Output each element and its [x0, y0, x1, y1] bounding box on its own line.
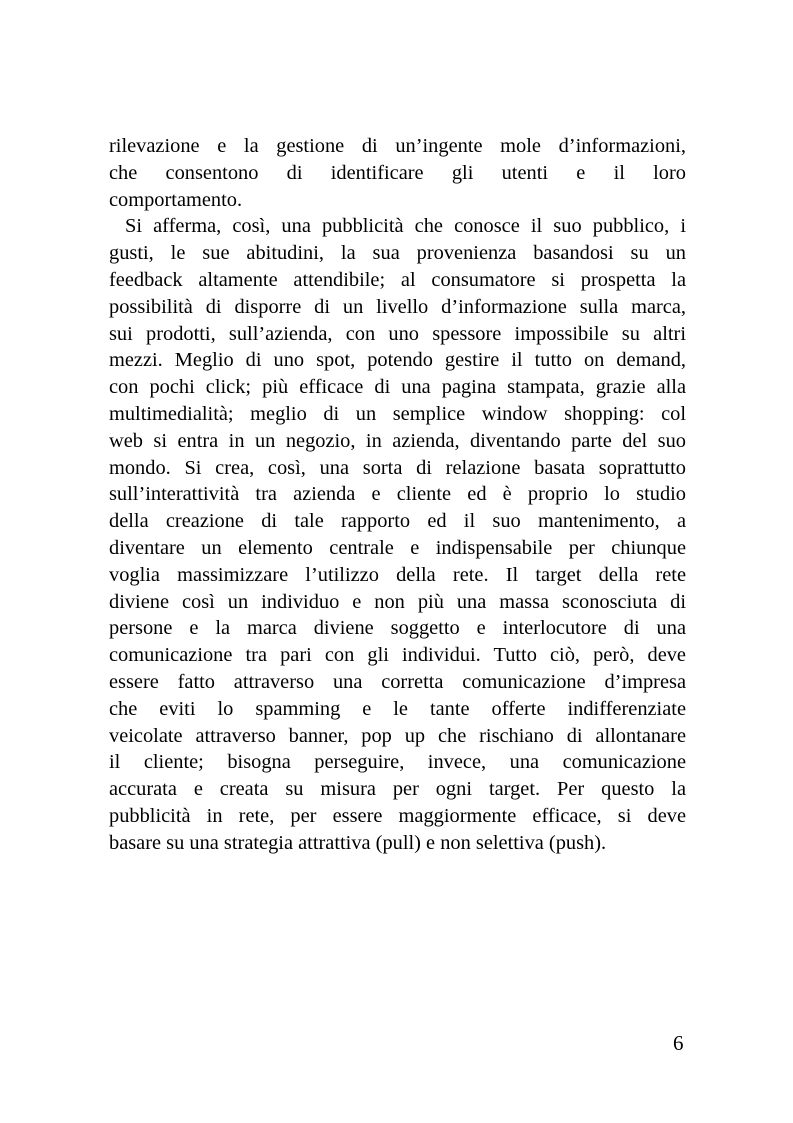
text-line: possibilità di disporre di un livello d’informazione sulla marca, — [109, 295, 686, 318]
text-line: con pochi click; più efficace di una pagina stampata, grazie alla — [109, 376, 686, 399]
text-line: web si entra in un negozio, in azienda, diventando parte del suo — [109, 429, 686, 452]
text-line: che consentono di identificare gli utenti e il loro — [109, 161, 686, 184]
text-line: che eviti lo spamming e le tante offerte indifferenziate — [109, 697, 686, 720]
text-line: comunicazione tra pari con gli individui. Tutto ciò, però, deve — [109, 644, 686, 667]
text-line: sui prodotti, sull’azienda, con uno spessore impossibile su altri — [109, 322, 686, 345]
text-line: essere fatto attraverso una corretta comunicazione d’impresa — [109, 670, 686, 693]
text-line: pubblicità in rete, per essere maggiormente efficace, si deve — [109, 804, 686, 827]
text-line: veicolate attraverso banner, pop up che rischiano di allontanare — [109, 724, 686, 747]
text-line: mezzi. Meglio di uno spot, potendo gestire il tutto on demand, — [109, 349, 686, 372]
text-line: diviene così un individuo e non più una massa sconosciuta di — [109, 590, 686, 613]
text-line: basare su una strategia attrattiva (pull) e non selettiva (push). — [109, 831, 607, 854]
text-line: diventare un elemento centrale e indispensabile per chiunque — [109, 536, 686, 559]
text-line: mondo. Si crea, così, una sorta di relazione basata soprattutto — [109, 456, 686, 479]
page-number: 6 — [673, 1031, 684, 1055]
text-line: voglia massimizzare l’utilizzo della rete. Il target della rete — [109, 563, 686, 586]
text-line: della creazione di tale rapporto ed il suo mantenimento, a — [109, 510, 686, 533]
body-text — [109, 133, 686, 857]
text-line: Si afferma, così, una pubblicità che conosce il suo pubblico, i — [125, 215, 686, 238]
paragraph-2 — [109, 213, 686, 856]
text-line: comportamento. — [109, 188, 243, 211]
paragraph-1 — [109, 133, 686, 213]
text-line: sull’interattività tra azienda e cliente ed è proprio lo studio — [109, 483, 686, 506]
text-line: il cliente; bisogna perseguire, invece, una comunicazione — [109, 751, 686, 774]
text-line: rilevazione e la gestione di un’ingente mole d’informazioni, — [109, 135, 686, 157]
text-line: gusti, le sue abitudini, la sua provenienza basandosi su un — [109, 242, 686, 265]
text-line: feedback altamente attendibile; al consumatore si prospetta la — [109, 268, 686, 291]
text-line: persone e la marca diviene soggetto e interlocutore di una — [109, 617, 686, 640]
text-line: accurata e creata su misura per ogni target. Per questo la — [109, 778, 686, 801]
text-line: multimedialità; meglio di un semplice window shopping: col — [109, 402, 686, 425]
